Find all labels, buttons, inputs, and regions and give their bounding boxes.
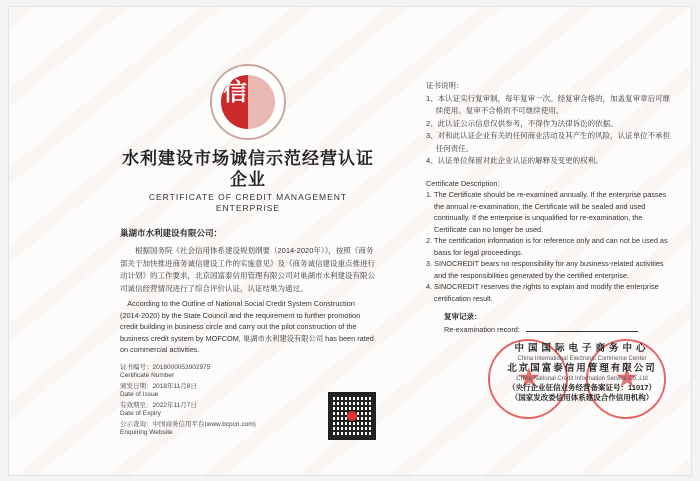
body-chinese: 根据国务院《社会信用体系建设规划纲要（2014-2020年）》，按照《商务部关于加快推进商务诚信建设工作的实施意见》及《商务诚信建设重点推进行动计划》的工作要求，北京国富泰信用管理有限公司对巢湖市水利建设有限公司诚信经营情况进行了综合评价认证，认证结果为通过。 — [120, 246, 375, 293]
notes-chinese: 证书说明： 1、本认证实行复审制，每年复审一次。经复审合格的，加盖复审章后可继续使用。复审不合格的不可继续使用。 2、此认证公示信息仅供参考，不得作为法律诉讼的依据。 3、对和此认证企业有关的任何商业活动及其产生的风险，认证单位不承担任何责任。 4、认证单位保留对此企业认证的解释及变更的权利。 — [426, 81, 671, 165]
qr-code[interactable] — [328, 392, 376, 440]
notes-english: Certificate Description: 1. The Certificate should be re-examined annually. If the enterprise passes the annual re-examination, the Certificate will be sealed and used continually. If the enterprise is unqualified for re-examination, the Certificate can no longer be used. 2. The certification information is for reference only and can not be used as basis for legal proceedings. 3. SINOCREDIT bears no responsibility for any business-related activities and the responsibilities generated by the certified enterprise. 4. SINOCREDIT reserves the rights to explain and modify the enterprise certification result. — [426, 178, 668, 303]
record-label-en: Re-examination record: — [444, 325, 520, 334]
right-column — [426, 80, 676, 419]
certificate-subtitle: CERTIFICATE OF CREDIT MANAGEMENT ENTERPRISE — [148, 192, 348, 213]
record-line — [526, 331, 638, 332]
left-column — [120, 64, 376, 440]
body-english: According to the Outline of National Social Credit System Construction (2014-2020) by the State Council and the requirement to further promotion credit building in business circle and carry out the pilot construction of the business credit system by MOFCOM, 巢湖市水利建设有限公司 has been rated on commercial activities. — [120, 299, 374, 354]
certificate-info: 证书编号：2018000053902975 Certificate Number 颁发日期：2018年11月8日 Date of Issue 有效期至：2022年11月7日 Date of Expiry 公示查询：中国商务信用平台(www.bcpcn.com) Enquiring Website — [120, 363, 256, 436]
certificate-title: 水利建设市场诚信示范经营认证企业 — [122, 149, 374, 189]
seal-area — [426, 339, 676, 419]
record-label-cn: 复审记录： — [444, 312, 482, 321]
issuer-block: 中国国际电子商务中心 China International Electronic Commerce Center 北京国富泰信用管理有限公司 China National Credit Information Service Co.,Ltd （央行企业征信业务经营备案证号：11017） （国家发改委信用体系建设合作信用机构） — [507, 343, 657, 402]
company-name: 巢湖市水利建设有限公司： — [120, 228, 223, 238]
certification-logo: 信 — [210, 64, 286, 140]
re-examination-record — [426, 312, 676, 335]
